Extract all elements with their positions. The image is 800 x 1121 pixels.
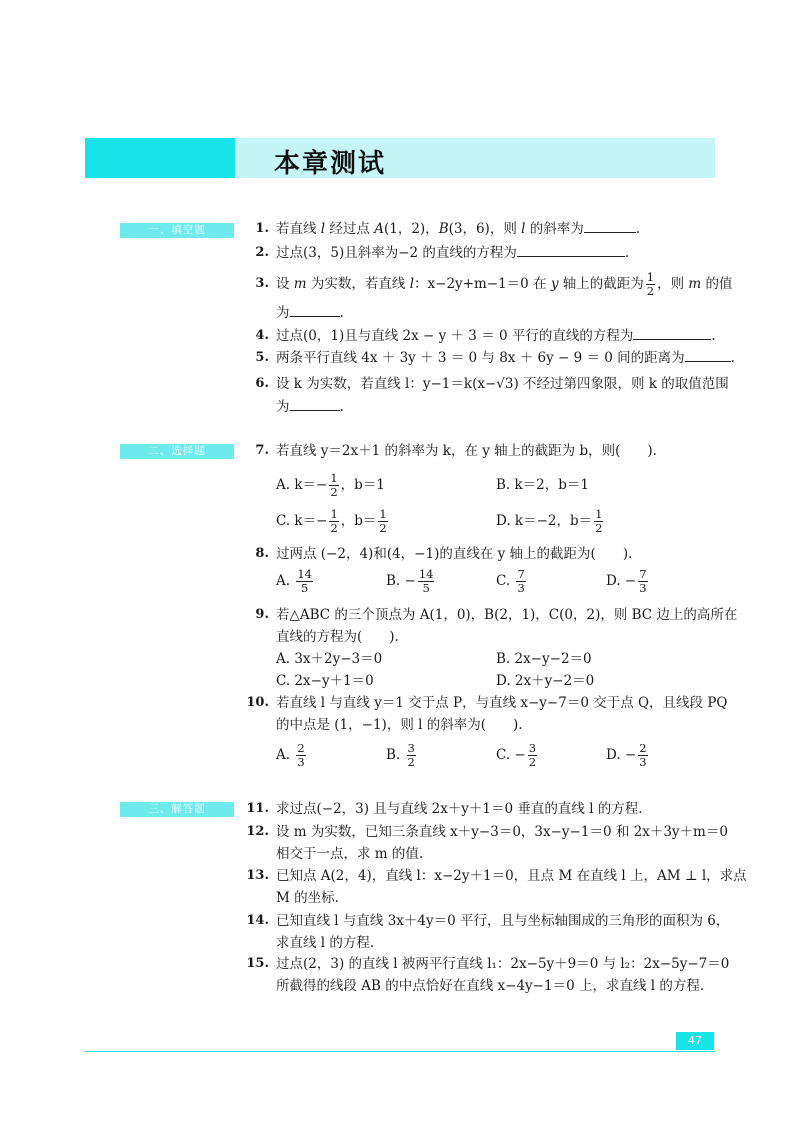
- page-title: 本章测试: [274, 149, 387, 179]
- option-d[interactable]: D. 2x＋y−2＝0: [496, 673, 595, 689]
- question-number: 10.: [246, 695, 269, 710]
- question-number: 3.: [255, 276, 269, 291]
- question-11: 求过点(−2，3) 且与直线 2x＋y＋1＝0 垂直的直线 l 的方程.: [276, 801, 643, 817]
- footer-rule: [85, 1051, 715, 1052]
- question-10-line-2: 的中点是 (1，−1)，则 l 的斜率为( ).: [276, 717, 523, 733]
- question-number: 5.: [255, 350, 269, 365]
- option-c[interactable]: C. $\frac{7}{3}$: [496, 567, 525, 595]
- question-number: 13.: [246, 868, 269, 883]
- question-5: 两条平行直线 4x ＋ 3y ＋ 3 ＝ 0 与 8x ＋ 6y − 9 ＝ 0 间的距离为 .: [276, 350, 735, 366]
- option-b[interactable]: B. 2x−y−2＝0: [496, 651, 592, 667]
- option-c[interactable]: C. 2x−y＋1＝0: [276, 673, 374, 689]
- question-6-line-2: 为 .: [276, 399, 344, 415]
- question-number: 1.: [255, 221, 269, 236]
- question-14-line-2: 求直线 l 的方程.: [276, 935, 375, 951]
- question-14: 已知直线 l 与直线 3x＋4y＝0 平行，且与坐标轴围成的三角形的面积为 6，: [276, 913, 730, 929]
- question-number: 7.: [255, 443, 269, 458]
- fraction: $\frac{1}{2}$: [646, 270, 655, 298]
- answer-blank[interactable]: [633, 327, 711, 340]
- question-15-line-2: 所截得的线段 AB 的中点恰好在直线 x−4y−1＝0 上，求直线 l 的方程.: [276, 978, 705, 994]
- question-number: 2.: [255, 245, 269, 260]
- question-9: 若△ABC 的三个顶点为 A(1，0)，B(2，1)，C(0，2)，则 BC 边上的高所在: [276, 607, 738, 623]
- question-2: 过点(3，5)且斜率为−2 的直线的方程为 .: [276, 245, 630, 261]
- page-number: 47: [676, 1032, 714, 1050]
- answer-blank[interactable]: [584, 220, 636, 233]
- section-multiple-choice-tag: 二、选择题: [120, 444, 234, 459]
- option-a[interactable]: A. k＝− $\frac{1}{2}$ ，b＝1: [276, 471, 385, 499]
- option-d[interactable]: D. k＝−2，b＝ $\frac{1}{2}$: [496, 507, 603, 535]
- question-number: 15.: [246, 956, 269, 971]
- question-number: 12.: [246, 824, 269, 839]
- question-13-line-2: M 的坐标.: [276, 890, 339, 906]
- question-9-line-2: 直线的方程为( ).: [276, 629, 399, 645]
- option-c[interactable]: C. k＝− $\frac{1}{2}$ ，b＝ $\frac{1}{2}$: [276, 507, 387, 535]
- question-4: 过点(0，1)且与直线 2x − y ＋ 3 ＝ 0 平行的直线的方程为 .: [276, 328, 716, 344]
- question-number: 11.: [246, 801, 269, 816]
- question-12-line-2: 相交于一点，求 m 的值.: [276, 846, 424, 862]
- question-7: 若直线 y＝2x＋1 的斜率为 k，在 y 轴上的截距为 b，则( ).: [276, 443, 657, 459]
- option-b[interactable]: B. $\frac{3}{2}$: [386, 741, 415, 769]
- answer-blank[interactable]: [290, 398, 340, 411]
- header-banner-accent: [85, 138, 235, 178]
- question-1: 若直线 l 经过点 A(1，2)，B(3，6)，则 l 的斜率为 .: [276, 221, 641, 237]
- option-d[interactable]: D. − $\frac{7}{3}$: [606, 567, 647, 595]
- question-number: 9.: [255, 607, 269, 622]
- question-15: 过点(2，3) 的直线 l 被两平行直线 l₁：2x−5y＋9＝0 与 l₂：2x−5y−7＝0: [276, 956, 730, 972]
- option-d[interactable]: D. − $\frac{2}{3}$: [606, 741, 647, 769]
- option-a[interactable]: A. 3x＋2y−3＝0: [276, 651, 383, 667]
- question-3-line-2: 为 .: [276, 305, 344, 321]
- option-a[interactable]: A. $\frac{2}{3}$: [276, 741, 305, 769]
- question-number: 14.: [246, 913, 269, 928]
- section-fill-blank-tag: 一、填空题: [120, 223, 234, 238]
- option-b[interactable]: B. − $\frac{14}{5}$: [386, 567, 434, 595]
- answer-blank[interactable]: [517, 244, 625, 257]
- answer-blank[interactable]: [685, 349, 731, 362]
- question-8: 过两点 (−2，4)和(4，−1)的直线在 y 轴上的截距为( ).: [276, 546, 633, 562]
- question-number: 6.: [255, 376, 269, 391]
- question-number: 8.: [255, 546, 269, 561]
- option-c[interactable]: C. − $\frac{3}{2}$: [496, 741, 537, 769]
- question-12: 设 m 为实数，已知三条直线 x＋y−3＝0，3x−y−1＝0 和 2x＋3y＋m＝0: [276, 824, 728, 840]
- question-13: 已知点 A(2，4)，直线 l：x−2y＋1＝0，且点 M 在直线 l 上，AM ⊥ l，求点: [276, 868, 747, 884]
- question-6: 设 k 为实数，若直线 l：y−1＝k(x−√3) 不经过第四象限，则 k 的取值范围: [276, 376, 729, 392]
- section-answer-tag: 三、解答题: [120, 802, 234, 817]
- question-10: 若直线 l 与直线 y＝1 交于点 P，与直线 x−y−7＝0 交于点 Q，且线段 PQ: [276, 695, 728, 711]
- question-3: 设 m 为实数，若直线 l：x−2y+m−1＝0 在 y 轴上的截距为 $\frac{1}{2}$ ，则 m 的值: [276, 270, 733, 298]
- answer-blank[interactable]: [290, 304, 340, 317]
- option-a[interactable]: A. $\frac{14}{5}$: [276, 567, 312, 595]
- question-number: 4.: [255, 328, 269, 343]
- option-b[interactable]: B. k＝2，b＝1: [496, 477, 590, 493]
